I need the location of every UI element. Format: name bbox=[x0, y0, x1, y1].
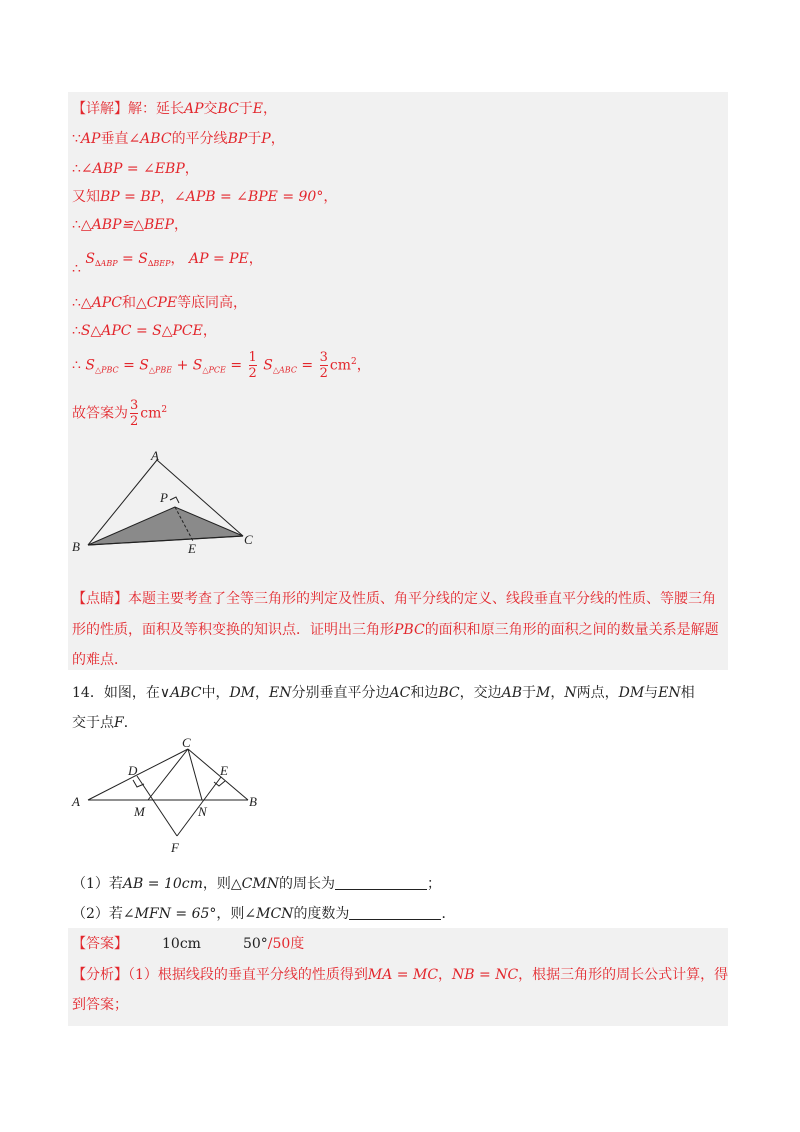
solution-shade bbox=[68, 92, 728, 670]
label-d: D bbox=[128, 763, 138, 778]
label-m: M bbox=[134, 804, 145, 819]
triangle-figure-1 bbox=[70, 450, 270, 560]
label-c: C bbox=[182, 736, 191, 750]
segment-bc bbox=[188, 749, 248, 800]
label-b: B bbox=[249, 794, 257, 809]
shaded-triangle-pbc bbox=[88, 507, 243, 545]
fraction-three-halves: $\frac{3}{2}$ bbox=[319, 350, 328, 381]
label-n: N bbox=[198, 804, 207, 819]
analysis-line-2: 到答案； bbox=[72, 997, 128, 1013]
solution-line-5: ∴△ABP≌△BEP， bbox=[72, 217, 188, 233]
segment-cn bbox=[188, 749, 202, 800]
label-a: A bbox=[72, 794, 80, 809]
analysis-tag: 【分析】 bbox=[72, 967, 128, 983]
answer-blank-1[interactable] bbox=[335, 877, 427, 890]
comment-tag: 【点睛】 bbox=[72, 591, 128, 607]
comment-line-3: 的难点． bbox=[72, 652, 128, 668]
right-angle-mark-e bbox=[214, 781, 225, 786]
label-e: E bbox=[188, 541, 196, 556]
segment-cm bbox=[148, 749, 188, 800]
solution-line-2: ∵AP垂直∠ABC的平分线BP于P， bbox=[72, 131, 285, 147]
answer-tag: 【答案】 bbox=[72, 936, 128, 952]
solution-line-9: ∴ $S_{\triangle PBC} = S_{\triangle PBE} + S_{\triangle PCE}$ = $\frac{1}{2}$ $S_{\triangle ABC}$ = $\frac{3}{2}$ $cm^2$， bbox=[72, 350, 371, 381]
triangle-figure-2 bbox=[70, 736, 270, 856]
solution-line-7: ∴△APC和△CPE等底同高， bbox=[72, 295, 248, 311]
answer-blank-2[interactable] bbox=[349, 907, 441, 920]
label-a: A bbox=[151, 450, 159, 463]
label-e: E bbox=[220, 763, 228, 778]
label-b: B bbox=[72, 539, 80, 554]
part-1: （1）若AB = 10cm，则△CMN的周长为 ； bbox=[72, 876, 441, 892]
solution-line-8: ∴S△APC = S△PCE， bbox=[72, 323, 217, 339]
right-angle-mark bbox=[170, 497, 179, 503]
comment-line-2: 形的性质，面积及等积变换的知识点．证明出三角形PBC的面积和原三角形的面积之间的数量关系是解题 bbox=[72, 622, 719, 638]
comment-line-1: 【点睛】本题主要考查了全等三角形的判定及性质、角平分线的定义、线段垂直平分线的性质、等腰三角 bbox=[72, 591, 716, 607]
detail-tag: 【详解】 bbox=[72, 101, 128, 117]
segment-ac bbox=[88, 749, 188, 800]
question-line-1: 14．如图，在∨ABC中，DM，EN分别垂直平分边AC和边BC，交边AB于M，N两点，DM与EN相 bbox=[72, 685, 695, 701]
answer-line: 【答案】 10cm 50°/50度 bbox=[72, 936, 305, 952]
solution-line-10: 故答案为 $\frac{3}{2}$ $cm^2$ bbox=[72, 398, 168, 429]
part-2: （2）若∠MFN = 65°，则∠MCN的度数为 ． bbox=[72, 906, 456, 922]
solution-line-3: ∴∠ABP = ∠EBP， bbox=[72, 161, 199, 177]
label-p: P bbox=[160, 490, 168, 505]
fraction-answer: $\frac{3}{2}$ bbox=[130, 398, 139, 429]
solution-line-4: 又知BP = BP，∠APB = ∠BPE = 90°， bbox=[72, 189, 338, 205]
question-line-2: 交于点F． bbox=[72, 715, 138, 731]
label-c: C bbox=[244, 532, 253, 547]
label-f: F bbox=[171, 840, 179, 855]
solution-line-6: ∴ $S_{\Delta ABP} = S_{\Delta BEP}$， AP = PE， bbox=[72, 251, 263, 277]
analysis-line-1: 【分析】（1）根据线段的垂直平分线的性质得到MA = MC，NB = NC，根据三角形的周长公式计算，得 bbox=[72, 967, 729, 983]
fraction-half: $\frac{1}{2}$ bbox=[248, 350, 257, 381]
solution-line-1: 【详解】解：延长AP交BC于E， bbox=[72, 101, 278, 117]
